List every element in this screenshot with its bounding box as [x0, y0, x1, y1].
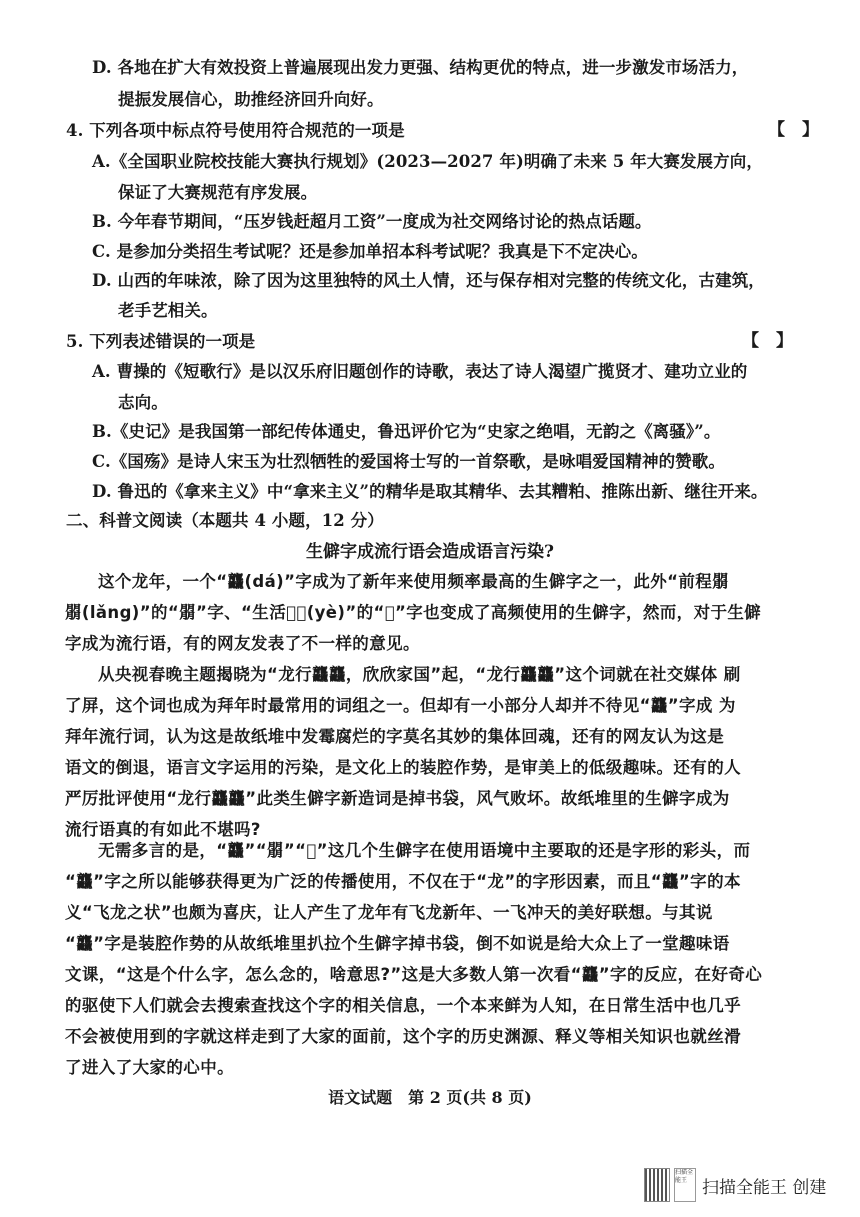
passage-line: 了进入了大家的心中。	[65, 1058, 234, 1077]
q3-option-d-line1: D. 各地在扩大有效投资上普遍展现出发力更强、结构更优的特点，进一步激发市场活力，	[92, 58, 749, 77]
scanner-logo: 扫描全能王	[674, 1168, 696, 1202]
section-heading: 二、科普文阅读（本题共 4 小题，12 分）	[66, 511, 384, 530]
q5-stem: 5. 下列表述错误的一项是	[66, 332, 256, 351]
passage-line: 不会被使用到的字就这样走到了大家的面前，这个字的历史渊源、释义等相关知识也就丝滑	[65, 1027, 741, 1046]
q5-option-c: C.《国殇》是诗人宋玉为壮烈牺牲的爱国将士写的一首祭歌，是咏唱爱国精神的赞歌。	[92, 452, 725, 471]
passage-line: 义“飞龙之状”也颇为喜庆，让人产生了龙年有飞龙新年、一飞冲天的美好联想。与其说	[65, 903, 713, 922]
q5-option-d: D. 鲁迅的《拿来主义》中“拿来主义”的精华是取其精华、去其糟粕、推陈出新、继往开来。	[92, 482, 768, 501]
q4-option-b: B. 今年春节期间，“压岁钱赶超月工资”一度成为社交网络讨论的热点话题。	[92, 212, 652, 231]
q4-answer-bracket: 【 】	[768, 120, 819, 140]
q4-stem: 4. 下列各项中标点符号使用符合规范的一项是	[66, 121, 405, 140]
passage-line: 字成为流行语，有的网友发表了不一样的意见。	[65, 634, 420, 653]
passage-line: 朤(lǎng)”的“朤”字、“生活𤕫𤕫(yè)”的“𤕫”字也变成了高频使用的生僻字，然而，对于生僻	[65, 603, 762, 622]
q5-option-a-line1: A. 曹操的《短歌行》是以汉乐府旧题创作的诗歌，表达了诗人渴望广揽贤才、建功立业的	[92, 362, 748, 381]
passage-line: 拜年流行词，认为这是故纸堆中发霉腐烂的字莫名其妙的集体回魂，还有的网友认为这是	[65, 727, 725, 746]
scanner-label: 扫描全能王 创建	[702, 1177, 827, 1198]
passage-line: “龘”字之所以能够获得更为广泛的传播使用，不仅在于“龙”的字形因素，而且“龘”字的本	[65, 872, 741, 891]
q5-option-b: B.《史记》是我国第一部纪传体通史，鲁迅评价它为“史家之绝唱，无韵之《离骚》”。	[92, 422, 721, 441]
q4-option-a-line2: 保证了大赛规范有序发展。	[118, 183, 318, 202]
passage-line: 从央视春晚主题揭晓为“龙行龘龘，欣欣家国”起，“龙行龘龘”这个词就在社交媒体 刷	[98, 665, 741, 684]
passage-line: 语文的倒退，语言文字运用的污染，是文化上的装腔作势，是审美上的低级趣味。还有的人	[65, 758, 741, 777]
passage-paragraph-3	[65, 835, 805, 1083]
q4-option-c: C. 是参加分类招生考试呢？还是参加单招本科考试呢？我真是下不定决心。	[92, 242, 648, 261]
q5-answer-bracket: 【 】	[742, 331, 793, 351]
q4-option-d-line1: D. 山西的年味浓，除了因为这里独特的风土人情，还与保存相对完整的传统文化，古建筑，	[92, 271, 765, 290]
q5-option-a-line2: 志向。	[118, 393, 168, 412]
passage-paragraph-2	[65, 659, 805, 845]
passage-line: 文课，“这是个什么字，怎么念的，啥意思?”这是大多数人第一次看“龘”字的反应，在好奇心	[65, 965, 763, 984]
page-footer: 语文试题 第 2 页(共 8 页)	[328, 1088, 532, 1107]
passage-paragraph-1	[65, 566, 805, 659]
q4-option-d-line2: 老手艺相关。	[118, 301, 218, 320]
q3-option-d-line2: 提振发展信心，助推经济回升向好。	[118, 90, 384, 109]
passage-line: 了屏，这个词也成为拜年时最常用的词组之一。但却有一小部分人却并不待见“龘”字成 为	[65, 696, 736, 715]
passage-line: 流行语真的有如此不堪吗?	[65, 820, 261, 839]
passage-line: “龘”字是装腔作势的从故纸堆里扒拉个生僻字掉书袋，倒不如说是给大众上了一堂趣味语	[65, 934, 730, 953]
passage-title: 生僻字成流行语会造成语言污染?	[306, 542, 554, 562]
scanner-watermark	[644, 1165, 844, 1205]
passage-line: 这个龙年，一个“龘(dá)”字成为了新年来使用频率最高的生僻字之一，此外“前程朤	[98, 572, 730, 591]
passage-line: 无需多言的是，“龘”“朤”“𤕫”这几个生僻字在使用语境中主要取的还是字形的彩头，而	[98, 841, 751, 860]
passage-line: 的驱使下人们就会去搜索查找这个字的相关信息，一个本来鲜为人知，在日常生活中也几乎	[65, 996, 741, 1015]
q4-option-a-line1: A.《全国职业院校技能大赛执行规划》(2023—2027 年)明确了未来 5 年大赛发展方向，	[92, 152, 763, 171]
qr-code-icon	[644, 1168, 670, 1202]
passage-line: 严厉批评使用“龙行龘龘”此类生僻字新造词是掉书袋，风气败坏。故纸堆里的生僻字成为	[65, 789, 730, 808]
